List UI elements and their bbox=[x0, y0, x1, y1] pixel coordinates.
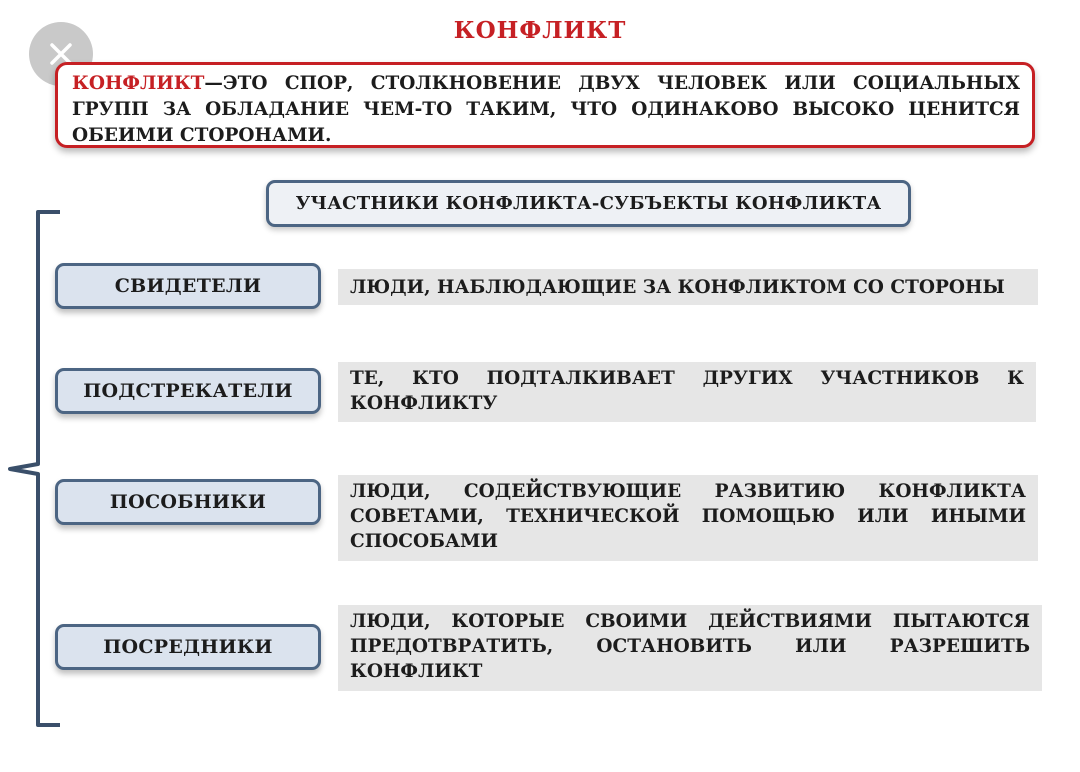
subjects-header: УЧАСТНИКИ КОНФЛИКТА-СУБЪЕКТЫ КОНФЛИКТА bbox=[266, 180, 911, 227]
participant-label-mediators: ПОСРЕДНИКИ bbox=[55, 624, 321, 670]
participant-desc-accomplices: ЛЮДИ, СОДЕЙСТВУЮЩИЕ РАЗВИТИЮ КОНФЛИКТА СОВЕТАМИ, ТЕХНИЧЕСКОЙ ПОМОЩЬЮ ИЛИ ИНЫМИ СПОСОБАМИ bbox=[338, 475, 1038, 561]
participant-label-instigators: ПОДСТРЕКАТЕЛИ bbox=[55, 368, 321, 414]
participant-label-accomplices: ПОСОБНИКИ bbox=[55, 479, 321, 525]
participant-label-witnesses: СВИДЕТЕЛИ bbox=[55, 263, 321, 309]
definition-box bbox=[55, 62, 1035, 148]
definition-term: КОНФЛИКТ bbox=[72, 73, 205, 94]
definition-text: —ЭТО СПОР, СТОЛКНОВЕНИЕ ДВУХ ЧЕЛОВЕК ИЛИ СОЦИАЛЬНЫХ ГРУПП ЗА ОБЛАДАНИЕ ЧЕМ-ТО ТАКИМ, ЧТО ОДИНАКОВО ВЫСОКО ЦЕНИТСЯ ОБЕИМИ СТОРОНАМИ. bbox=[72, 73, 1020, 146]
participant-desc-instigators: ТЕ, КТО ПОДТАЛКИВАЕТ ДРУГИХ УЧАСТНИКОВ К КОНФЛИКТУ bbox=[338, 362, 1036, 422]
participant-desc-mediators: ЛЮДИ, КОТОРЫЕ СВОИМИ ДЕЙСТВИЯМИ ПЫТАЮТСЯ ПРЕДОТВРАТИТЬ, ОСТАНОВИТЬ ИЛИ РАЗРЕШИТЬ КОНФЛИКТ bbox=[338, 605, 1042, 691]
page-title: КОНФЛИКТ bbox=[453, 17, 627, 44]
participant-desc-witnesses: ЛЮДИ, НАБЛЮДАЮЩИЕ ЗА КОНФЛИКТОМ СО СТОРОНЫ bbox=[338, 269, 1038, 305]
